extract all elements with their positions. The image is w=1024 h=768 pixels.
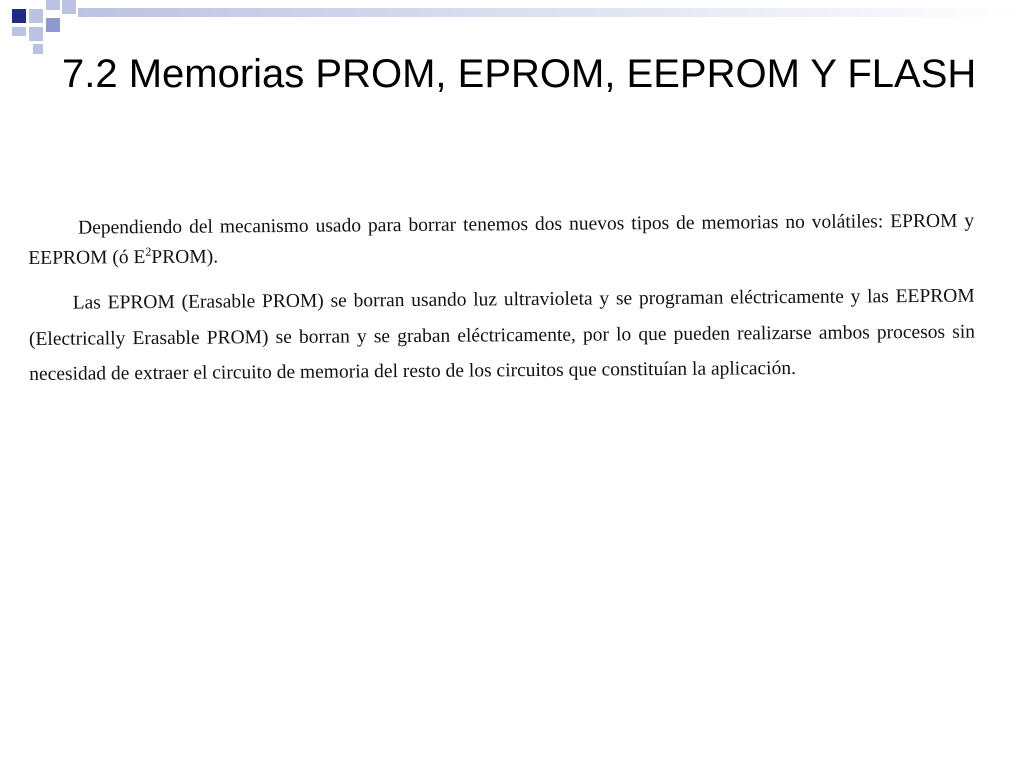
- paragraph-eprom-eeprom: Las EPROM (Erasable PROM) se borran usando luz ultravioleta y se programan eléctricamente y las EEPROM (Electrically Erasable PROM) se borran y se graban eléctricamente, por lo que pueden realizarse ambos procesos sin necesidad de extraer el circuito de memoria del resto de los circuitos que constituían la aplicación.: [28, 285, 976, 385]
- scanned-text-excerpt: [28, 207, 975, 393]
- slide-title: 7.2 Memorias PROM, EPROM, EEPROM Y FLASH: [62, 52, 977, 96]
- paragraph-memory-types: [28, 207, 974, 274]
- superscript-two: 2: [145, 244, 152, 259]
- paragraph-memory-types-end: PROM).: [151, 246, 219, 269]
- paragraph-memory-types-text: Dependiendo del mecanismo usado para borrar tenemos dos nuevos tipos de memorias no volátiles: EPROM y EEPROM (ó E: [28, 210, 975, 269]
